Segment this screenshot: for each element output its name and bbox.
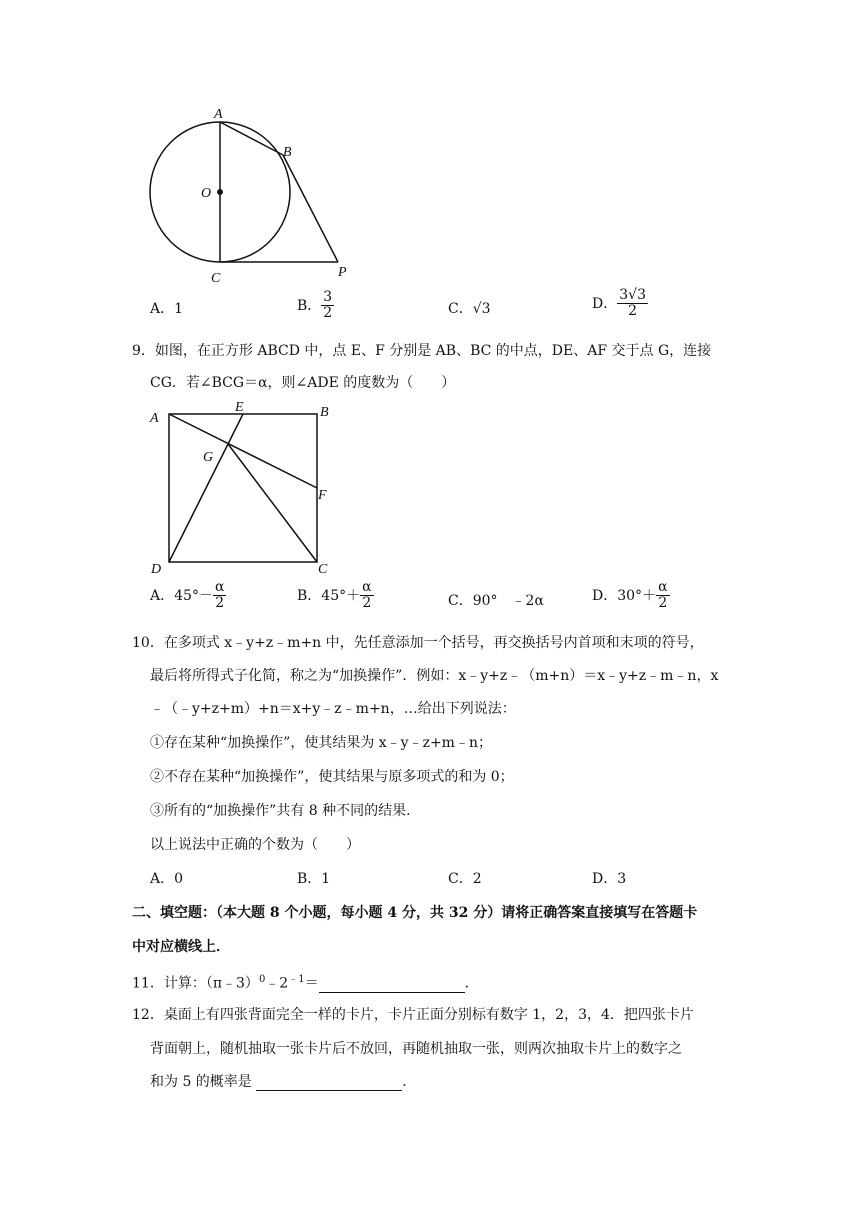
q10-statement-2: ②不存在某种“加换操作”，使其结果与原多项式的和为 0； [150, 769, 514, 785]
q8-option-a: A．1 [150, 301, 184, 317]
q10-statement-3: ③所有的“加换操作”共有 8 种不同的结果． [150, 803, 421, 819]
label-b: B [283, 145, 292, 160]
q12-line-3: 和为 5 的概率是 ． [150, 1074, 417, 1090]
q9-option-a: A．45°－ $\frac{\alpha}{2}$ [150, 579, 225, 612]
q10-line-2: 最后将所得式子化简，称之为“加换操作”．例如：x﹣y+z﹣（m+n）＝x﹣y+z﹣m﹣n，x [150, 668, 719, 684]
q11: 11．计算：$(\pi﹣3)^0﹣2^{﹣1}=$ ． [132, 974, 479, 992]
q8-option-b: B． $\frac{3}{2}$ [297, 289, 333, 322]
square-abcd [169, 414, 317, 562]
label-c: C [211, 271, 221, 286]
section-2-heading-line-2: 中对应横线上． [132, 939, 230, 955]
q9-option-b: B．45°＋ $\frac{\alpha}{2}$ [297, 579, 372, 612]
q10-statement-1: ①存在某种“加换操作”，使其结果为 x﹣y﹣z+m﹣n； [150, 735, 492, 751]
q10-option-d: D．3 [592, 871, 627, 887]
circle-tangent-figure [140, 100, 370, 290]
q10-line-1: 10．在多项式 x﹣y+z﹣m+n 中，先任意添加一个括号，再交换括号内首项和末项的符号， [132, 635, 704, 651]
q11-answer-blank[interactable] [319, 976, 465, 993]
segment-af [169, 414, 317, 488]
segment-de [169, 414, 243, 562]
q10-option-b: B．1 [297, 871, 331, 887]
q9-option-d: D．30°＋ $\frac{\alpha}{2}$ [592, 579, 668, 612]
label-b: B [320, 405, 329, 420]
q9-option-c: C．90° ﹣2α [448, 593, 544, 609]
q10-line-3: ﹣（﹣y+z+m）+n＝x+y﹣z﹣m+n，…给出下列说法： [150, 701, 516, 717]
segment-ab [220, 122, 283, 155]
q10-option-a: A．0 [150, 871, 184, 887]
q9-line-2: CG．若∠BCG＝α，则∠ADE 的度数为（ ） [150, 375, 456, 391]
q12-line-2: 背面朝上，随机抽取一张卡片后不放回，再随机抽取一张，则两次抽取卡片上的数字之 [150, 1041, 682, 1057]
label-a: A [214, 107, 223, 122]
label-o: O [201, 186, 212, 201]
label-e: E [235, 400, 244, 415]
label-f: F [318, 488, 327, 503]
square-figure [140, 398, 340, 578]
q9-line-1: 9．如图，在正方形 ABCD 中，点 E、F 分别是 AB、BC 的中点，DE、AF 交于点 G，连接 [132, 343, 712, 359]
q12-line-1: 12．桌面上有四张背面完全一样的卡片，卡片正面分别标有数字 1，2，3，4．把四张卡片 [132, 1007, 694, 1023]
center-point [217, 189, 223, 195]
label-p: P [338, 265, 347, 280]
label-a: A [150, 411, 159, 426]
q12-answer-blank[interactable] [256, 1074, 402, 1091]
q8-option-c: C．√3 [448, 301, 491, 317]
label-d: D [151, 562, 162, 577]
section-2-heading-line-1: 二、填空题：（本大题 8 个小题，每小题 4 分，共 32 分）请将正确答案直接填写在答题卡 [132, 905, 698, 921]
q10-option-c: C．2 [448, 871, 482, 887]
q10-question: 以上说法中正确的个数为（ ） [150, 837, 360, 853]
label-g: G [203, 450, 214, 465]
label-c: C [318, 562, 328, 577]
segment-gc [228, 444, 317, 562]
q8-option-d: D． $\frac{3√3}{2}$ [592, 287, 646, 320]
segment-bp [283, 155, 338, 262]
